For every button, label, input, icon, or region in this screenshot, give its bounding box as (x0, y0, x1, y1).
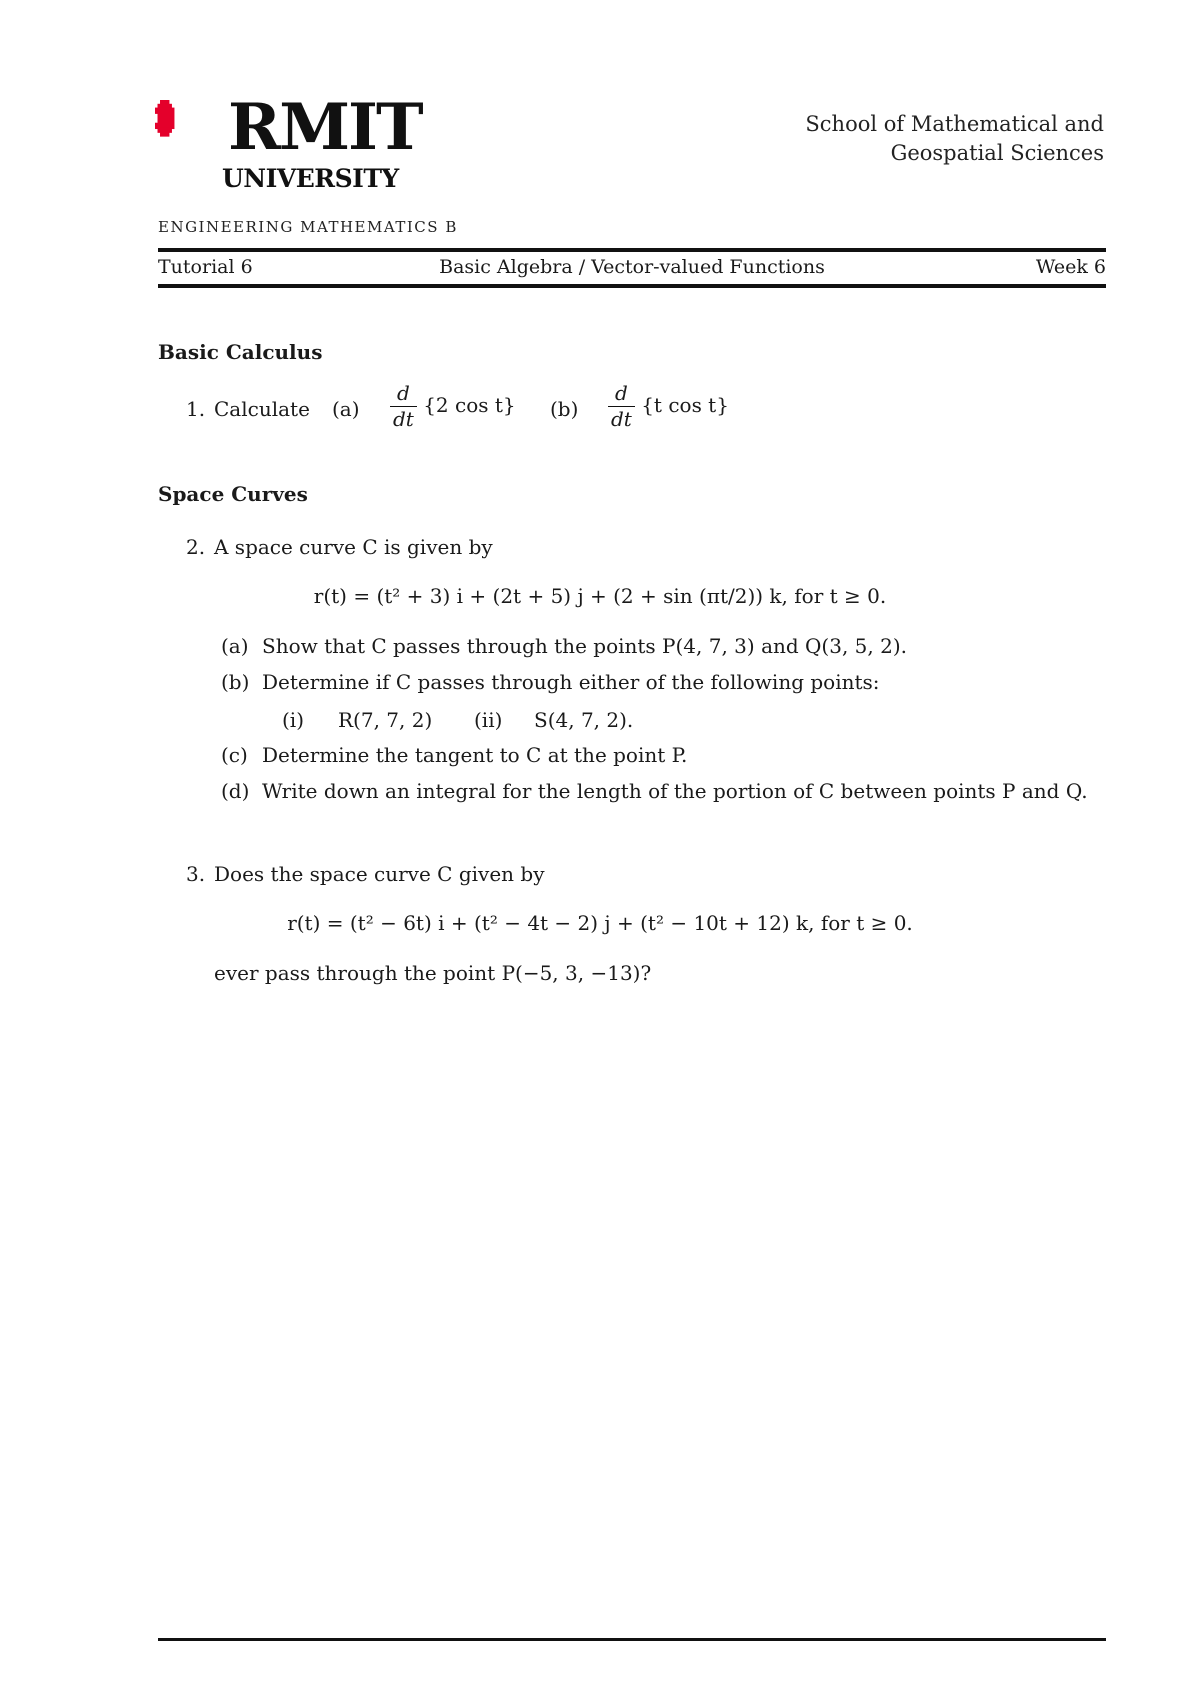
section-space-curves: Space Curves (158, 482, 308, 506)
q2-part-c-label: (c) (221, 743, 248, 767)
school-line-2: Geospatial Sciences (890, 141, 1104, 165)
rmit-logo-mark (155, 100, 235, 160)
q1-b-label: (b) (550, 397, 579, 421)
q1-a-expr: {2 cos t} (423, 393, 516, 417)
q2-part-c-text: Determine the tangent to C at the point P. (262, 743, 688, 767)
header-rule-bottom (158, 284, 1106, 288)
q1-b-frac-num: d (608, 381, 635, 407)
q2-part-b-label: (b) (221, 670, 250, 694)
q2-sub-i-text: R(7, 7, 2) (338, 708, 433, 732)
q1-b-frac-den: dt (611, 407, 632, 431)
q1-b-expression (608, 381, 729, 432)
q2-part-a-label: (a) (221, 634, 249, 658)
q3-intro: Does the space curve C given by (214, 862, 545, 886)
q2-equation: r(t) = (t² + 3) i + (2t + 5) j + (2 + sin (πt/2)) k, for t ≥ 0. (313, 584, 887, 608)
footer-rule (158, 1638, 1106, 1641)
school-name (805, 110, 1104, 168)
q2-part-b-text: Determine if C passes through either of the following points: (262, 670, 880, 694)
q2-part-d-label: (d) (221, 779, 250, 803)
q2-sub-ii-label: (ii) (474, 708, 503, 732)
q1-number: 1. (186, 397, 206, 421)
tutorial-number: Tutorial 6 (158, 256, 253, 278)
rmit-logo-text: RMIT (228, 90, 422, 165)
q1-a-fraction (390, 381, 417, 432)
q3-outro: ever pass through the point P(−5, 3, −13)? (214, 961, 652, 985)
course-title: ENGINEERING MATHEMATICS B (158, 218, 458, 236)
q1-text: Calculate (214, 397, 310, 421)
rmit-logo-subtext: UNIVERSITY (222, 164, 399, 193)
q1-b-expr: {t cos t} (641, 393, 729, 417)
q2-sub-ii-text: S(4, 7, 2). (534, 708, 634, 732)
q2-intro: A space curve C is given by (214, 535, 493, 559)
q1-a-frac-den: dt (393, 407, 414, 431)
tutorial-topic: Basic Algebra / Vector-valued Functions (439, 256, 825, 278)
q1-a-frac-num: d (390, 381, 417, 407)
header-rule-top (158, 248, 1106, 252)
q1-a-expression (390, 381, 516, 432)
tutorial-band (158, 256, 1106, 284)
q1-b-fraction (608, 381, 635, 432)
q3-equation: r(t) = (t² − 6t) i + (t² − 4t − 2) j + (t² − 10t + 12) k, for t ≥ 0. (287, 911, 913, 935)
tutorial-week: Week 6 (1035, 256, 1106, 278)
q2-sub-i-label: (i) (282, 708, 305, 732)
q2-number: 2. (186, 535, 206, 559)
q1-a-label: (a) (332, 397, 360, 421)
q3-number: 3. (186, 862, 206, 886)
q2-part-d-text: Write down an integral for the length of the portion of C between points P and Q. (262, 779, 1088, 803)
q2-part-a-text: Show that C passes through the points P(4, 7, 3) and Q(3, 5, 2). (262, 634, 907, 658)
school-line-1: School of Mathematical and (805, 112, 1104, 136)
section-basic-calculus: Basic Calculus (158, 340, 323, 364)
